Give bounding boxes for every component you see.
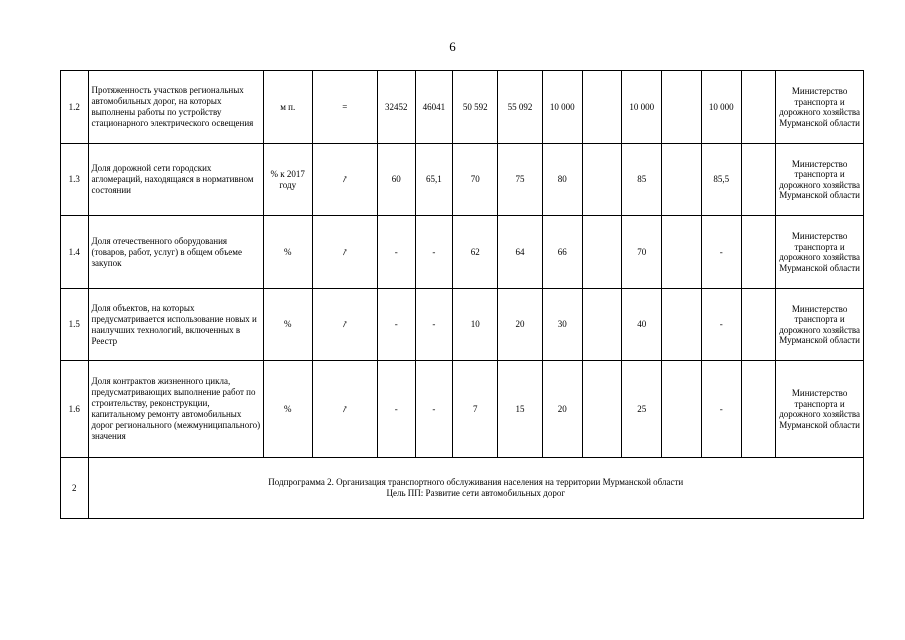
value-cell: 32452 [377,71,415,144]
arrow-up-icon: ↗ [339,318,350,331]
empty-cell [582,289,622,361]
value-cell: 7 [453,361,498,458]
arrow-up-icon: ↗ [339,245,350,258]
trend-mark [312,361,377,458]
value-cell: 80 [542,144,582,216]
empty-cell [662,361,702,458]
value-cell: - [701,289,741,361]
value-cell: 70 [453,144,498,216]
empty-cell [662,71,702,144]
value-cell: 25 [622,361,662,458]
value-cell: 15 [498,361,543,458]
subprogram-title: Подпрограмма 2. Организация транспортного обслуживания населения на территории Мурманской области [268,477,684,487]
row-number: 1.3 [61,144,89,216]
empty-cell [582,361,622,458]
indicators-table [60,70,864,519]
value-cell: 46041 [415,71,453,144]
value-cell: 60 [377,144,415,216]
value-cell: 30 [542,289,582,361]
value-cell: - [377,361,415,458]
value-cell: - [377,216,415,289]
value-cell: 75 [498,144,543,216]
value-cell: 40 [622,289,662,361]
value-cell: 70 [622,216,662,289]
empty-cell [582,71,622,144]
value-cell: 85,5 [701,144,741,216]
trend-mark: = [312,71,377,144]
value-cell: 64 [498,216,543,289]
empty-cell [662,216,702,289]
value-cell: 55 092 [498,71,543,144]
empty-cell [662,144,702,216]
value-cell: 66 [542,216,582,289]
empty-cell [662,289,702,361]
row-number: 2 [61,458,89,519]
responsible-cell: Министерство транспорта и дорожного хозяйства Мурманской области [776,361,864,458]
indicator-name: Доля отечественного оборудования (товаров, работ, услуг) в общем объеме закупок [88,216,263,289]
arrow-up-icon: ↗ [339,402,350,415]
indicator-name: Доля контрактов жизненного цикла, предусматривающих выполнение работ по строительству, реконструкции, капитальному ремонту автомобильных дорог регионального (межмуниципального) значения [88,361,263,458]
empty-cell [741,71,776,144]
table-row [61,361,864,458]
arrow-up-icon: ↗ [339,173,350,186]
empty-cell [582,144,622,216]
value-cell: 10 000 [622,71,662,144]
unit-cell: % к 2017 году [263,144,312,216]
page-number: 6 [449,39,456,54]
trend-mark [312,216,377,289]
value-cell: 10 000 [701,71,741,144]
value-cell: 10 [453,289,498,361]
value-cell: 10 000 [542,71,582,144]
value-cell: 50 592 [453,71,498,144]
responsible-cell: Министерство транспорта и дорожного хозяйства Мурманской области [776,216,864,289]
unit-cell: % [263,289,312,361]
table-row [61,289,864,361]
value-cell: - [701,361,741,458]
responsible-cell: Министерство транспорта и дорожного хозяйства Мурманской области [776,144,864,216]
row-number: 1.5 [61,289,89,361]
value-cell: 20 [542,361,582,458]
value-cell: 65,1 [415,144,453,216]
unit-cell: % [263,216,312,289]
value-cell: - [415,361,453,458]
indicator-name: Доля дорожной сети городских агломераций, находящаяся в нормативном состоянии [88,144,263,216]
trend-mark [312,289,377,361]
unit-cell: % [263,361,312,458]
empty-cell [741,361,776,458]
empty-cell [582,216,622,289]
responsible-cell: Министерство транспорта и дорожного хозяйства Мурманской области [776,71,864,144]
value-cell: 85 [622,144,662,216]
row-number: 1.6 [61,361,89,458]
trend-mark [312,144,377,216]
value-cell: - [415,216,453,289]
empty-cell [741,216,776,289]
table-row [61,71,864,144]
value-cell: - [377,289,415,361]
value-cell: 20 [498,289,543,361]
row-number: 1.4 [61,216,89,289]
empty-cell [741,144,776,216]
table-row [61,216,864,289]
subprogram-cell [88,458,864,519]
unit-cell: м п. [263,71,312,144]
table-row [61,144,864,216]
subprogram-goal: Цель ПП: Развитие сети автомобильных дорог [386,488,566,498]
value-cell: 62 [453,216,498,289]
indicator-name: Доля объектов, на которых предусматривается использование новых и наилучших технологий, включенных в Реестр [88,289,263,361]
responsible-cell: Министерство транспорта и дорожного хозяйства Мурманской области [776,289,864,361]
empty-cell [741,289,776,361]
row-number: 1.2 [61,71,89,144]
indicator-name: Протяженность участков региональных автомобильных дорог, на которых выполнены работы по устройству стационарного электрического освещения [88,71,263,144]
value-cell: - [701,216,741,289]
value-cell: - [415,289,453,361]
subprogram-row [61,458,864,519]
